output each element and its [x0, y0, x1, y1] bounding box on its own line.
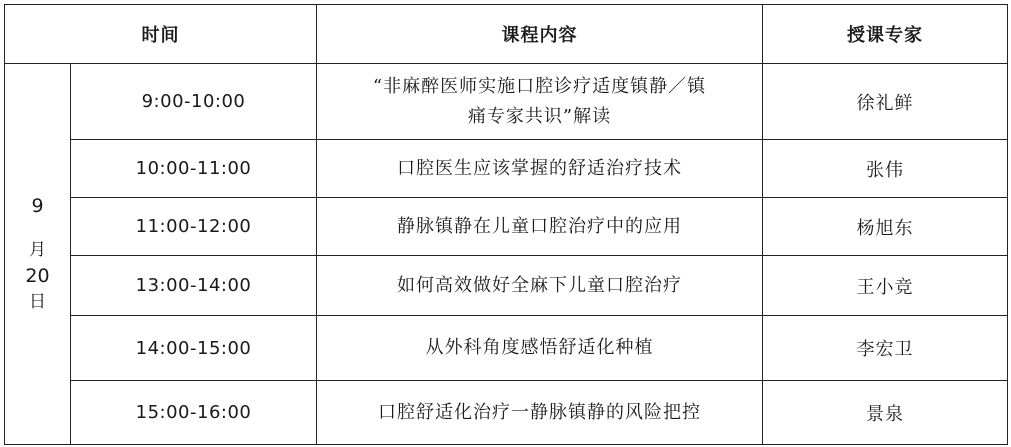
header-row: [5, 5, 1008, 64]
date-day: 9: [31, 195, 44, 217]
expert-cell: 李宏卫: [763, 316, 1008, 381]
content-cell: 如何高效做好全麻下儿童口腔治疗: [317, 256, 763, 316]
content-cell: [317, 64, 763, 140]
header-expert: 授课专家: [763, 5, 1008, 64]
table-row: [5, 140, 1008, 198]
date-num: 20: [25, 265, 50, 287]
time-cell: 15:00-16:00: [71, 381, 317, 445]
content-cell: 口腔医生应该掌握的舒适治疗技术: [317, 140, 763, 198]
schedule-table: [4, 4, 1008, 445]
date-month-char: 月: [29, 240, 46, 260]
expert-cell: 徐礼鲜: [763, 64, 1008, 140]
table-row: [5, 316, 1008, 381]
header-content: 课程内容: [317, 5, 763, 64]
content-cell: 静脉镇静在儿童口腔治疗中的应用: [317, 198, 763, 256]
date-day-char: 日: [29, 292, 46, 312]
expert-cell: 景泉: [763, 381, 1008, 445]
time-cell: 9:00-10:00: [71, 64, 317, 140]
content-line-2: 痛专家共识”解读: [467, 105, 612, 127]
table-row: [5, 198, 1008, 256]
expert-cell: 杨旭东: [763, 198, 1008, 256]
table-row: [5, 256, 1008, 316]
content-line-1: “非麻醉医师实施口腔诊疗适度镇静／镇: [372, 75, 707, 97]
content-cell: 从外科角度感悟舒适化种植: [317, 316, 763, 381]
time-cell: 13:00-14:00: [71, 256, 317, 316]
expert-cell: 张伟: [763, 140, 1008, 198]
content-cell: 口腔舒适化治疗一静脉镇静的风险把控: [317, 381, 763, 445]
expert-cell: 王小竞: [763, 256, 1008, 316]
time-cell: 11:00-12:00: [71, 198, 317, 256]
header-time: 时间: [5, 5, 317, 64]
table-row: [5, 381, 1008, 445]
time-cell: 14:00-15:00: [71, 316, 317, 381]
date-cell: [5, 64, 71, 445]
table-row: [5, 64, 1008, 140]
time-cell: 10:00-11:00: [71, 140, 317, 198]
